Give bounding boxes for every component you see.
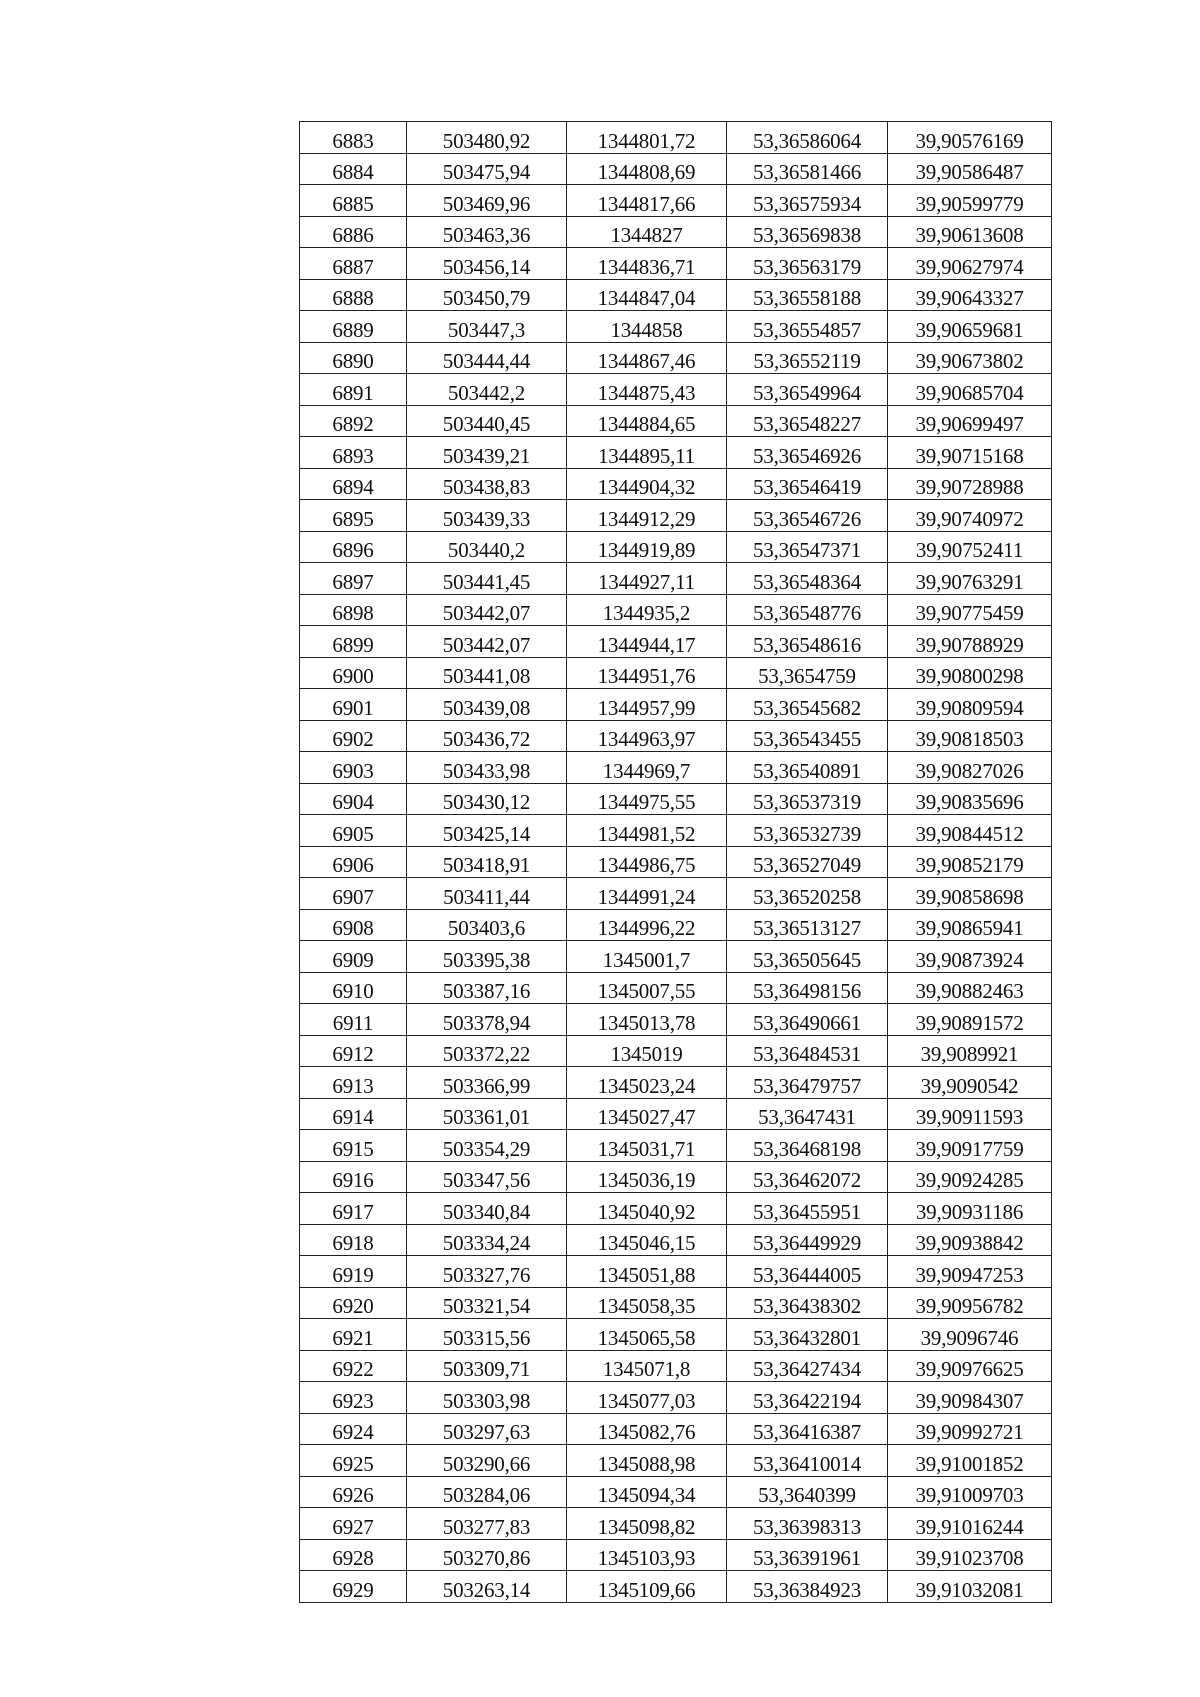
table-row — [300, 122, 1052, 154]
longitude-cell: 39,90911593 — [888, 1098, 1052, 1130]
longitude-cell: 39,90685704 — [888, 374, 1052, 406]
x-coordinate-cell: 503442,07 — [407, 594, 567, 626]
point-number-cell: 6925 — [300, 1445, 407, 1477]
latitude-cell: 53,36468198 — [727, 1130, 888, 1162]
y-coordinate-cell: 1344875,43 — [567, 374, 727, 406]
x-coordinate-cell: 503334,24 — [407, 1224, 567, 1256]
y-coordinate-cell: 1345040,92 — [567, 1193, 727, 1225]
x-coordinate-cell: 503442,07 — [407, 626, 567, 658]
x-coordinate-cell: 503347,56 — [407, 1161, 567, 1193]
x-coordinate-cell: 503361,01 — [407, 1098, 567, 1130]
y-coordinate-cell: 1345077,03 — [567, 1382, 727, 1414]
longitude-cell: 39,90865941 — [888, 909, 1052, 941]
longitude-cell: 39,90643327 — [888, 279, 1052, 311]
y-coordinate-cell: 1345058,35 — [567, 1287, 727, 1319]
table-row — [300, 468, 1052, 500]
y-coordinate-cell: 1345094,34 — [567, 1476, 727, 1508]
latitude-cell: 53,36432801 — [727, 1319, 888, 1351]
table-row — [300, 1539, 1052, 1571]
latitude-cell: 53,36549964 — [727, 374, 888, 406]
latitude-cell: 53,36479757 — [727, 1067, 888, 1099]
latitude-cell: 53,36543455 — [727, 720, 888, 752]
table-row — [300, 1287, 1052, 1319]
table-row — [300, 1319, 1052, 1351]
point-number-cell: 6928 — [300, 1539, 407, 1571]
table-row — [300, 815, 1052, 847]
point-number-cell: 6929 — [300, 1571, 407, 1603]
y-coordinate-cell: 1344975,55 — [567, 783, 727, 815]
point-number-cell: 6887 — [300, 248, 407, 280]
y-coordinate-cell: 1344991,24 — [567, 878, 727, 910]
longitude-cell: 39,90715168 — [888, 437, 1052, 469]
y-coordinate-cell: 1344817,66 — [567, 185, 727, 217]
y-coordinate-cell: 1344996,22 — [567, 909, 727, 941]
latitude-cell: 53,36563179 — [727, 248, 888, 280]
table-row — [300, 972, 1052, 1004]
longitude-cell: 39,91032081 — [888, 1571, 1052, 1603]
longitude-cell: 39,90873924 — [888, 941, 1052, 973]
point-number-cell: 6885 — [300, 185, 407, 217]
latitude-cell: 53,3654759 — [727, 657, 888, 689]
point-number-cell: 6923 — [300, 1382, 407, 1414]
latitude-cell: 53,36575934 — [727, 185, 888, 217]
longitude-cell: 39,9096746 — [888, 1319, 1052, 1351]
x-coordinate-cell: 503440,2 — [407, 531, 567, 563]
x-coordinate-cell: 503270,86 — [407, 1539, 567, 1571]
y-coordinate-cell: 1344858 — [567, 311, 727, 343]
table-row — [300, 311, 1052, 343]
y-coordinate-cell: 1344867,46 — [567, 342, 727, 374]
y-coordinate-cell: 1345065,58 — [567, 1319, 727, 1351]
latitude-cell: 53,36548364 — [727, 563, 888, 595]
y-coordinate-cell: 1345007,55 — [567, 972, 727, 1004]
longitude-cell: 39,91023708 — [888, 1539, 1052, 1571]
longitude-cell: 39,90586487 — [888, 153, 1052, 185]
y-coordinate-cell: 1344895,11 — [567, 437, 727, 469]
longitude-cell: 39,90576169 — [888, 122, 1052, 154]
latitude-cell: 53,36490661 — [727, 1004, 888, 1036]
x-coordinate-cell: 503469,96 — [407, 185, 567, 217]
latitude-cell: 53,36427434 — [727, 1350, 888, 1382]
table-row — [300, 1130, 1052, 1162]
longitude-cell: 39,90627974 — [888, 248, 1052, 280]
latitude-cell: 53,36548227 — [727, 405, 888, 437]
point-number-cell: 6916 — [300, 1161, 407, 1193]
latitude-cell: 53,36527049 — [727, 846, 888, 878]
point-number-cell: 6886 — [300, 216, 407, 248]
latitude-cell: 53,36444005 — [727, 1256, 888, 1288]
x-coordinate-cell: 503442,2 — [407, 374, 567, 406]
point-number-cell: 6897 — [300, 563, 407, 595]
table-row — [300, 1508, 1052, 1540]
y-coordinate-cell: 1345001,7 — [567, 941, 727, 973]
table-row — [300, 1256, 1052, 1288]
y-coordinate-cell: 1344957,99 — [567, 689, 727, 721]
x-coordinate-cell: 503354,29 — [407, 1130, 567, 1162]
table-row — [300, 342, 1052, 374]
y-coordinate-cell: 1345023,24 — [567, 1067, 727, 1099]
latitude-cell: 53,36505645 — [727, 941, 888, 973]
point-number-cell: 6910 — [300, 972, 407, 1004]
latitude-cell: 53,36586064 — [727, 122, 888, 154]
latitude-cell: 53,36546926 — [727, 437, 888, 469]
point-number-cell: 6917 — [300, 1193, 407, 1225]
longitude-cell: 39,90858698 — [888, 878, 1052, 910]
point-number-cell: 6914 — [300, 1098, 407, 1130]
table-row — [300, 216, 1052, 248]
y-coordinate-cell: 1344904,32 — [567, 468, 727, 500]
point-number-cell: 6911 — [300, 1004, 407, 1036]
x-coordinate-cell: 503327,76 — [407, 1256, 567, 1288]
point-number-cell: 6921 — [300, 1319, 407, 1351]
latitude-cell: 53,36545682 — [727, 689, 888, 721]
point-number-cell: 6920 — [300, 1287, 407, 1319]
y-coordinate-cell: 1344884,65 — [567, 405, 727, 437]
latitude-cell: 53,36438302 — [727, 1287, 888, 1319]
point-number-cell: 6889 — [300, 311, 407, 343]
point-number-cell: 6918 — [300, 1224, 407, 1256]
x-coordinate-cell: 503284,06 — [407, 1476, 567, 1508]
longitude-cell: 39,90740972 — [888, 500, 1052, 532]
latitude-cell: 53,3647431 — [727, 1098, 888, 1130]
longitude-cell: 39,90659681 — [888, 311, 1052, 343]
point-number-cell: 6906 — [300, 846, 407, 878]
longitude-cell: 39,91001852 — [888, 1445, 1052, 1477]
table-row — [300, 563, 1052, 595]
table-row — [300, 1445, 1052, 1477]
longitude-cell: 39,90699497 — [888, 405, 1052, 437]
y-coordinate-cell: 1344935,2 — [567, 594, 727, 626]
latitude-cell: 53,36422194 — [727, 1382, 888, 1414]
point-number-cell: 6899 — [300, 626, 407, 658]
point-number-cell: 6907 — [300, 878, 407, 910]
longitude-cell: 39,90818503 — [888, 720, 1052, 752]
y-coordinate-cell: 1344836,71 — [567, 248, 727, 280]
y-coordinate-cell: 1345046,15 — [567, 1224, 727, 1256]
x-coordinate-cell: 503439,08 — [407, 689, 567, 721]
latitude-cell: 53,36581466 — [727, 153, 888, 185]
longitude-cell: 39,91009703 — [888, 1476, 1052, 1508]
x-coordinate-cell: 503315,56 — [407, 1319, 567, 1351]
point-number-cell: 6896 — [300, 531, 407, 563]
y-coordinate-cell: 1345103,93 — [567, 1539, 727, 1571]
y-coordinate-cell: 1344827 — [567, 216, 727, 248]
table-row — [300, 185, 1052, 217]
y-coordinate-cell: 1345088,98 — [567, 1445, 727, 1477]
y-coordinate-cell: 1344951,76 — [567, 657, 727, 689]
table-row — [300, 689, 1052, 721]
point-number-cell: 6915 — [300, 1130, 407, 1162]
y-coordinate-cell: 1345098,82 — [567, 1508, 727, 1540]
longitude-cell: 39,90917759 — [888, 1130, 1052, 1162]
point-number-cell: 6919 — [300, 1256, 407, 1288]
longitude-cell: 39,90984307 — [888, 1382, 1052, 1414]
point-number-cell: 6927 — [300, 1508, 407, 1540]
latitude-cell: 53,36548616 — [727, 626, 888, 658]
x-coordinate-cell: 503372,22 — [407, 1035, 567, 1067]
longitude-cell: 39,90800298 — [888, 657, 1052, 689]
coordinates-table — [299, 121, 1052, 1603]
y-coordinate-cell: 1344986,75 — [567, 846, 727, 878]
x-coordinate-cell: 503309,71 — [407, 1350, 567, 1382]
y-coordinate-cell: 1345013,78 — [567, 1004, 727, 1036]
table-row — [300, 279, 1052, 311]
longitude-cell: 39,90956782 — [888, 1287, 1052, 1319]
x-coordinate-cell: 503411,44 — [407, 878, 567, 910]
point-number-cell: 6891 — [300, 374, 407, 406]
latitude-cell: 53,36410014 — [727, 1445, 888, 1477]
longitude-cell: 39,90976625 — [888, 1350, 1052, 1382]
longitude-cell: 39,90947253 — [888, 1256, 1052, 1288]
longitude-cell: 39,90728988 — [888, 468, 1052, 500]
y-coordinate-cell: 1344981,52 — [567, 815, 727, 847]
point-number-cell: 6926 — [300, 1476, 407, 1508]
point-number-cell: 6924 — [300, 1413, 407, 1445]
table-row — [300, 1067, 1052, 1099]
y-coordinate-cell: 1344847,04 — [567, 279, 727, 311]
latitude-cell: 53,36498156 — [727, 972, 888, 1004]
point-number-cell: 6904 — [300, 783, 407, 815]
point-number-cell: 6901 — [300, 689, 407, 721]
table-row — [300, 1350, 1052, 1382]
longitude-cell: 39,90599779 — [888, 185, 1052, 217]
latitude-cell: 53,36449929 — [727, 1224, 888, 1256]
longitude-cell: 39,90882463 — [888, 972, 1052, 1004]
point-number-cell: 6900 — [300, 657, 407, 689]
x-coordinate-cell: 503418,91 — [407, 846, 567, 878]
x-coordinate-cell: 503366,99 — [407, 1067, 567, 1099]
latitude-cell: 53,36455951 — [727, 1193, 888, 1225]
point-number-cell: 6888 — [300, 279, 407, 311]
x-coordinate-cell: 503263,14 — [407, 1571, 567, 1603]
x-coordinate-cell: 503340,84 — [407, 1193, 567, 1225]
longitude-cell: 39,9090542 — [888, 1067, 1052, 1099]
x-coordinate-cell: 503463,36 — [407, 216, 567, 248]
table-row — [300, 500, 1052, 532]
point-number-cell: 6905 — [300, 815, 407, 847]
point-number-cell: 6884 — [300, 153, 407, 185]
x-coordinate-cell: 503439,33 — [407, 500, 567, 532]
latitude-cell: 53,36537319 — [727, 783, 888, 815]
longitude-cell: 39,9089921 — [888, 1035, 1052, 1067]
table-row — [300, 531, 1052, 563]
x-coordinate-cell: 503456,14 — [407, 248, 567, 280]
table-row — [300, 374, 1052, 406]
x-coordinate-cell: 503403,6 — [407, 909, 567, 941]
point-number-cell: 6898 — [300, 594, 407, 626]
latitude-cell: 53,36513127 — [727, 909, 888, 941]
latitude-cell: 53,36548776 — [727, 594, 888, 626]
x-coordinate-cell: 503430,12 — [407, 783, 567, 815]
x-coordinate-cell: 503433,98 — [407, 752, 567, 784]
latitude-cell: 53,36484531 — [727, 1035, 888, 1067]
point-number-cell: 6890 — [300, 342, 407, 374]
latitude-cell: 53,36391961 — [727, 1539, 888, 1571]
x-coordinate-cell: 503441,08 — [407, 657, 567, 689]
longitude-cell: 39,90852179 — [888, 846, 1052, 878]
longitude-cell: 39,90844512 — [888, 815, 1052, 847]
y-coordinate-cell: 1345082,76 — [567, 1413, 727, 1445]
y-coordinate-cell: 1344944,17 — [567, 626, 727, 658]
point-number-cell: 6902 — [300, 720, 407, 752]
table-row — [300, 1413, 1052, 1445]
longitude-cell: 39,90835696 — [888, 783, 1052, 815]
y-coordinate-cell: 1344969,7 — [567, 752, 727, 784]
point-number-cell: 6893 — [300, 437, 407, 469]
latitude-cell: 53,36552119 — [727, 342, 888, 374]
latitude-cell: 53,36569838 — [727, 216, 888, 248]
table-row — [300, 783, 1052, 815]
longitude-cell: 39,90752411 — [888, 531, 1052, 563]
point-number-cell: 6912 — [300, 1035, 407, 1067]
table-row — [300, 594, 1052, 626]
table-row — [300, 720, 1052, 752]
y-coordinate-cell: 1344927,11 — [567, 563, 727, 595]
table-row — [300, 846, 1052, 878]
latitude-cell: 53,36398313 — [727, 1508, 888, 1540]
x-coordinate-cell: 503447,3 — [407, 311, 567, 343]
latitude-cell: 53,36532739 — [727, 815, 888, 847]
table-row — [300, 941, 1052, 973]
table-row — [300, 1193, 1052, 1225]
x-coordinate-cell: 503395,38 — [407, 941, 567, 973]
table-row — [300, 405, 1052, 437]
x-coordinate-cell: 503475,94 — [407, 153, 567, 185]
y-coordinate-cell: 1345019 — [567, 1035, 727, 1067]
table-row — [300, 437, 1052, 469]
table-row — [300, 1224, 1052, 1256]
y-coordinate-cell: 1345109,66 — [567, 1571, 727, 1603]
longitude-cell: 39,90613608 — [888, 216, 1052, 248]
x-coordinate-cell: 503378,94 — [407, 1004, 567, 1036]
x-coordinate-cell: 503480,92 — [407, 122, 567, 154]
y-coordinate-cell: 1344919,89 — [567, 531, 727, 563]
longitude-cell: 39,90924285 — [888, 1161, 1052, 1193]
longitude-cell: 39,90891572 — [888, 1004, 1052, 1036]
latitude-cell: 53,36547371 — [727, 531, 888, 563]
latitude-cell: 53,36416387 — [727, 1413, 888, 1445]
x-coordinate-cell: 503277,83 — [407, 1508, 567, 1540]
y-coordinate-cell: 1344963,97 — [567, 720, 727, 752]
x-coordinate-cell: 503450,79 — [407, 279, 567, 311]
y-coordinate-cell: 1345036,19 — [567, 1161, 727, 1193]
latitude-cell: 53,36554857 — [727, 311, 888, 343]
x-coordinate-cell: 503303,98 — [407, 1382, 567, 1414]
longitude-cell: 39,90931186 — [888, 1193, 1052, 1225]
longitude-cell: 39,90809594 — [888, 689, 1052, 721]
table-row — [300, 1035, 1052, 1067]
y-coordinate-cell: 1345071,8 — [567, 1350, 727, 1382]
longitude-cell: 39,90763291 — [888, 563, 1052, 595]
x-coordinate-cell: 503436,72 — [407, 720, 567, 752]
x-coordinate-cell: 503438,83 — [407, 468, 567, 500]
x-coordinate-cell: 503387,16 — [407, 972, 567, 1004]
point-number-cell: 6892 — [300, 405, 407, 437]
x-coordinate-cell: 503441,45 — [407, 563, 567, 595]
longitude-cell: 39,90673802 — [888, 342, 1052, 374]
table-body — [300, 122, 1052, 1603]
latitude-cell: 53,36546419 — [727, 468, 888, 500]
table-row — [300, 878, 1052, 910]
point-number-cell: 6913 — [300, 1067, 407, 1099]
table-row — [300, 1004, 1052, 1036]
x-coordinate-cell: 503425,14 — [407, 815, 567, 847]
latitude-cell: 53,36546726 — [727, 500, 888, 532]
point-number-cell: 6894 — [300, 468, 407, 500]
latitude-cell: 53,3640399 — [727, 1476, 888, 1508]
y-coordinate-cell: 1344808,69 — [567, 153, 727, 185]
table-row — [300, 1161, 1052, 1193]
latitude-cell: 53,36520258 — [727, 878, 888, 910]
point-number-cell: 6909 — [300, 941, 407, 973]
longitude-cell: 39,90775459 — [888, 594, 1052, 626]
x-coordinate-cell: 503297,63 — [407, 1413, 567, 1445]
table-row — [300, 752, 1052, 784]
x-coordinate-cell: 503440,45 — [407, 405, 567, 437]
longitude-cell: 39,90788929 — [888, 626, 1052, 658]
point-number-cell: 6903 — [300, 752, 407, 784]
point-number-cell: 6922 — [300, 1350, 407, 1382]
table-row — [300, 1382, 1052, 1414]
latitude-cell: 53,36384923 — [727, 1571, 888, 1603]
x-coordinate-cell: 503439,21 — [407, 437, 567, 469]
y-coordinate-cell: 1344912,29 — [567, 500, 727, 532]
latitude-cell: 53,36558188 — [727, 279, 888, 311]
longitude-cell: 39,90827026 — [888, 752, 1052, 784]
latitude-cell: 53,36540891 — [727, 752, 888, 784]
table-row — [300, 153, 1052, 185]
y-coordinate-cell: 1345051,88 — [567, 1256, 727, 1288]
table-row — [300, 248, 1052, 280]
table-row — [300, 626, 1052, 658]
latitude-cell: 53,36462072 — [727, 1161, 888, 1193]
longitude-cell: 39,90938842 — [888, 1224, 1052, 1256]
table-row — [300, 1098, 1052, 1130]
y-coordinate-cell: 1345027,47 — [567, 1098, 727, 1130]
point-number-cell: 6883 — [300, 122, 407, 154]
longitude-cell: 39,91016244 — [888, 1508, 1052, 1540]
longitude-cell: 39,90992721 — [888, 1413, 1052, 1445]
x-coordinate-cell: 503290,66 — [407, 1445, 567, 1477]
y-coordinate-cell: 1345031,71 — [567, 1130, 727, 1162]
table-row — [300, 1571, 1052, 1603]
point-number-cell: 6908 — [300, 909, 407, 941]
x-coordinate-cell: 503321,54 — [407, 1287, 567, 1319]
table-row — [300, 1476, 1052, 1508]
table-row — [300, 909, 1052, 941]
point-number-cell: 6895 — [300, 500, 407, 532]
table-row — [300, 657, 1052, 689]
y-coordinate-cell: 1344801,72 — [567, 122, 727, 154]
x-coordinate-cell: 503444,44 — [407, 342, 567, 374]
